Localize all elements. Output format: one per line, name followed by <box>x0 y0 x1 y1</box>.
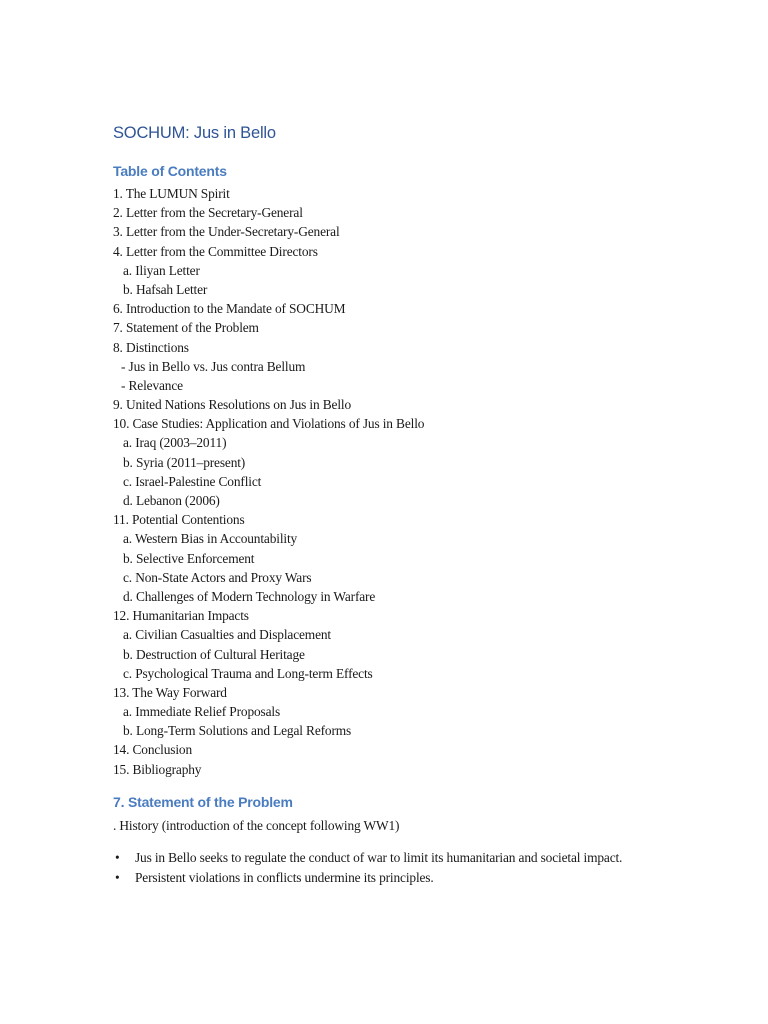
toc-item: 7. Statement of the Problem <box>113 320 259 336</box>
toc-item: c. Psychological Trauma and Long-term Effects <box>123 665 373 681</box>
toc-item: - Relevance <box>121 377 183 393</box>
toc-item: 11. Potential Contentions <box>113 512 245 528</box>
bullet-item <box>113 848 653 868</box>
toc-item: a. Iliyan Letter <box>123 262 200 278</box>
toc-item: b. Destruction of Cultural Heritage <box>123 646 305 662</box>
bullet-list <box>113 848 653 887</box>
bullet-text: Persistent violations in conflicts undermine its principles. <box>135 869 434 885</box>
section-heading: 7. Statement of the Problem <box>113 794 293 810</box>
bullet-icon: • <box>115 869 120 885</box>
toc-item: 12. Humanitarian Impacts <box>113 608 249 624</box>
toc-item: 6. Introduction to the Mandate of SOCHUM <box>113 301 346 317</box>
toc-item: 3. Letter from the Under-Secretary-General <box>113 224 340 240</box>
toc-item: d. Lebanon (2006) <box>123 493 220 508</box>
toc-item: b. Syria (2011–present) <box>123 454 246 470</box>
toc-item: c. Non-State Actors and Proxy Wars <box>123 569 312 585</box>
toc-item: 1. The LUMUN Spirit <box>113 186 230 201</box>
toc-item: a. Western Bias in Accountability <box>123 531 298 547</box>
toc-item: a. Civilian Casualties and Displacement <box>123 627 331 643</box>
toc-heading: Table of Contents <box>113 163 227 179</box>
toc-item: - Jus in Bello vs. Jus contra Bellum <box>121 358 306 374</box>
toc-item: 8. Distinctions <box>113 339 189 355</box>
toc-item: b. Hafsah Letter <box>123 281 208 297</box>
toc-item: 10. Case Studies: Application and Violations of Jus in Bello <box>113 416 425 432</box>
toc-item: 9. United Nations Resolutions on Jus in Bello <box>113 397 352 413</box>
toc-item: c. Israel-Palestine Conflict <box>123 473 262 489</box>
document-title: SOCHUM: Jus in Bello <box>113 124 276 142</box>
toc-item: d. Challenges of Modern Technology in Warfare <box>123 588 376 604</box>
toc-item: a. Immediate Relief Proposals <box>123 704 281 720</box>
toc-item: a. Iraq (2003–2011) <box>123 435 227 451</box>
toc-item: 14. Conclusion <box>113 742 192 758</box>
bullet-item <box>113 868 653 888</box>
toc-item: 4. Letter from the Committee Directors <box>113 243 318 259</box>
table-of-contents <box>113 184 424 779</box>
bullet-icon: • <box>115 850 120 865</box>
toc-item: 15. Bibliography <box>113 761 202 777</box>
toc-item: b. Long-Term Solutions and Legal Reforms <box>123 723 352 739</box>
toc-item: 2. Letter from the Secretary-General <box>113 205 303 221</box>
toc-item: 13. The Way Forward <box>113 684 227 700</box>
history-line: . History (introduction of the concept following WW1) <box>113 818 400 833</box>
toc-item: b. Selective Enforcement <box>123 550 255 566</box>
bullet-text: Jus in Bello seeks to regulate the conduct of war to limit its humanitarian and societal impact. <box>135 850 623 865</box>
